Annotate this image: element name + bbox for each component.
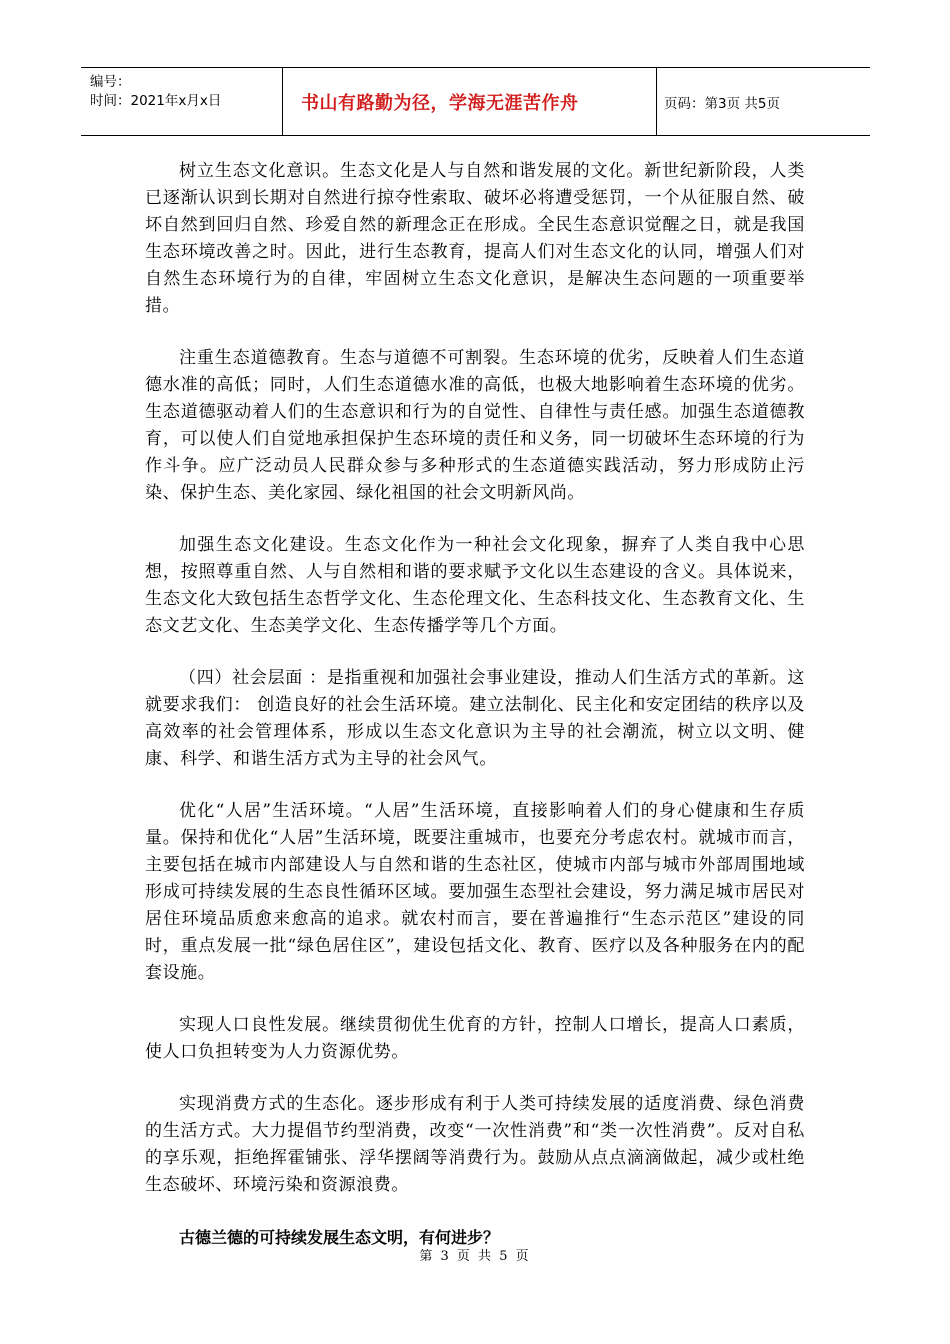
paragraph: （四）社会层面 ：是指重视和加强社会事业建设，推动人们生活方式的革新。这就要求我们： 创造良好的社会生活环境。建立法制化、民主化和安定团结的秩序以及高效率的社会管理体系，形成以生态文化意识为主导的社会潮流，树立以文明、健康、科学、和谐生活方式为主导的社会风气。: [145, 668, 805, 769]
paragraph: 注重生态道德教育。生态与道德不可割裂。生态环境的优劣，反映着人们生态道德水准的高低；同时，人们生态道德水准的高低，也极大地影响着生态环境的优劣。生态道德驱动着人们的生态意识和行为的自觉性、自律性与责任感。加强生态道德教育，可以使人们自觉地承担保护生态环境的责任和义务，同一切破坏生态环境的行为作斗争。应广泛动员人民群众参与多种形式的生态道德实践活动，努力形成防止污染、保护生态、美化家园、绿化祖国的社会文明新风尚。: [145, 348, 805, 503]
paragraph: 优化“人居”生活环境。“人居”生活环境，直接影响着人们的身心健康和生存质量。保持和优化“人居”生活环境，既要注重城市，也要充分考虑农村。就城市而言，主要包括在城市内部建设人与自然和谐的生态社区，使城市内部与城市外部周围地域形成可持续发展的生态良性循环区域。要加强生态型社会建设，努力满足城市居民对居住环境品质愈来愈高的追求。就农村而言，要在普遍推行“生态示范区”建设的同时，重点发展一批“绿色居住区”，建设包括文化、教育、医疗以及各种服务在内的配套设施。: [145, 801, 805, 983]
section-heading: 古德兰德的可持续发展生态文明，有何进步？: [179, 1228, 500, 1247]
page-header: [81, 67, 870, 136]
paragraph: 树立生态文化意识。生态文化是人与自然和谐发展的文化。新世纪新阶段，人类已逐渐认识到长期对自然进行掠夺性索取、破坏必将遭受惩罚，一个从征服自然、破坏自然到回归自然、珍爱自然的新理念正在形成。全民生态意识觉醒之日，就是我国生态环境改善之时。因此，进行生态教育，提高人们对生态文化的认同，增强人们对自然生态环境行为的自律，牢固树立生态文化意识，是解决生态问题的一项重要举措。: [145, 161, 805, 316]
header-page-number: 页码：第3页 共5页: [664, 95, 780, 112]
paragraph: 加强生态文化建设。生态文化作为一种社会文化现象，摒弃了人类自我中心思想，按照尊重自然、人与自然相和谐的要求赋予文化以生态建设的含义。具体说来，生态文化大致包括生态哲学文化、生态伦理文化、生态科技文化、生态教育文化、生态文艺文化、生态美学文化、生态传播学等几个方面。: [145, 535, 805, 636]
paragraph: 实现人口良性发展。继续贯彻优生优育的方针，控制人口增长，提高人口素质，使人口负担转变为人力资源优势。: [145, 1015, 805, 1062]
header-motto: 书山有路勤为径，学海无涯苦作舟: [283, 68, 657, 135]
paragraph: 实现消费方式的生态化。逐步形成有利于人类可持续发展的适度消费、绿色消费的生活方式。大力提倡节约型消费，改变“一次性消费”和“类一次性消费”。反对自私的享乐观，拒绝挥霍铺张、浮华摆阔等消费行为。鼓励从点点滴滴做起，减少或杜绝生态破坏、环境污染和资源浪费。: [145, 1094, 805, 1195]
document-date-label: 时间：2021年x月x日: [90, 93, 222, 109]
header-meta: [81, 68, 283, 135]
document-body: [145, 158, 805, 1251]
document-number-label: 编号：: [90, 74, 131, 90]
page-footer: 第 3 页 共 5 页: [419, 1249, 531, 1264]
